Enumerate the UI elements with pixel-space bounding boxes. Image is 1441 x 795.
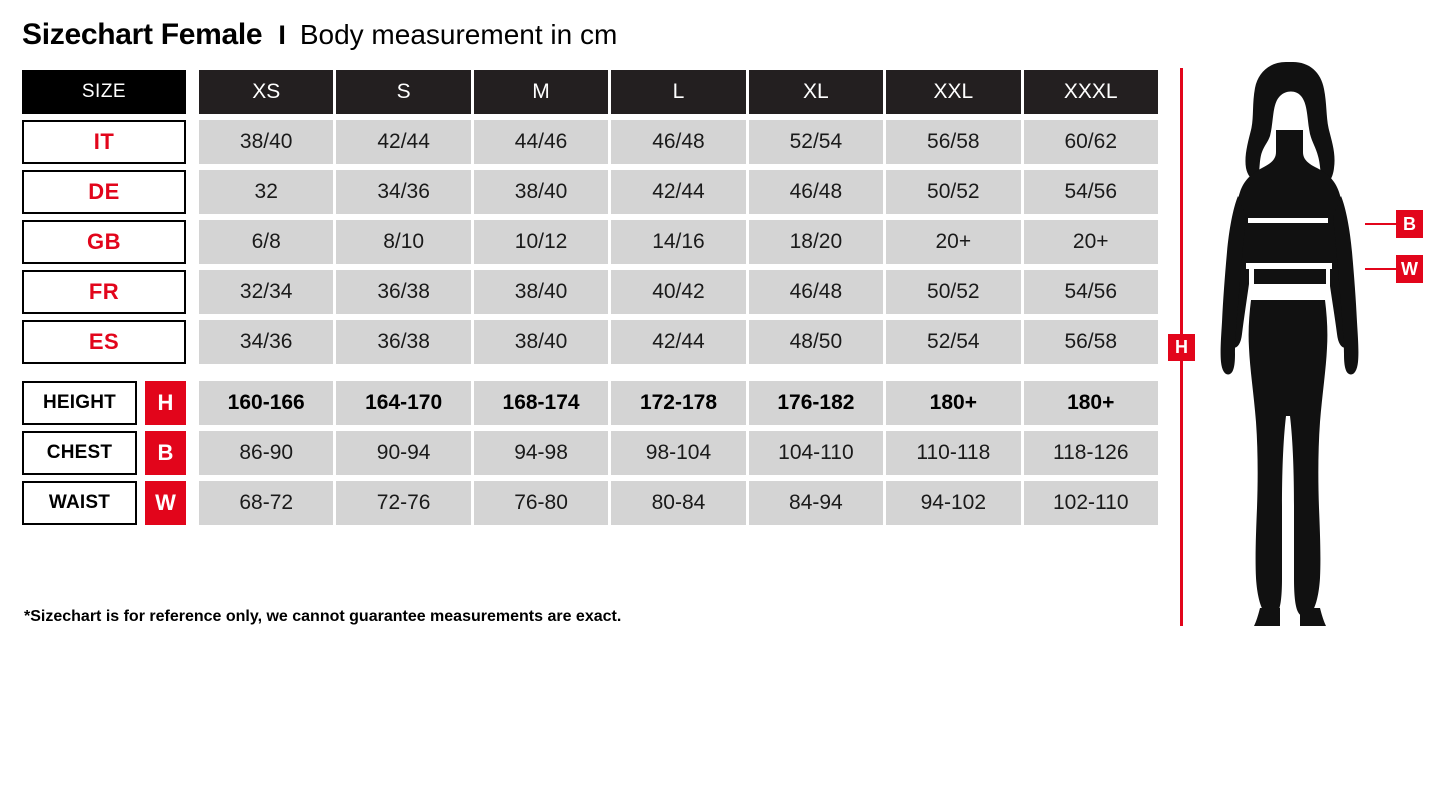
row-label-height: HEIGHT bbox=[22, 381, 137, 425]
row-label-chest: CHEST bbox=[22, 431, 137, 475]
size-header-m: M bbox=[474, 70, 608, 114]
table-row bbox=[22, 220, 1158, 264]
chest-tag: B bbox=[145, 431, 186, 475]
cell-fr-s: 36/38 bbox=[336, 270, 470, 314]
row-label-de: DE bbox=[22, 170, 186, 214]
cell-gb-m: 10/12 bbox=[474, 220, 608, 264]
cell-height-m: 168-174 bbox=[474, 381, 608, 425]
body-figure-illustration bbox=[1160, 60, 1435, 640]
cell-fr-xl: 46/48 bbox=[749, 270, 883, 314]
cell-chest-xxl: 110-118 bbox=[886, 431, 1020, 475]
cell-gb-xxl: 20+ bbox=[886, 220, 1020, 264]
cell-height-s: 164-170 bbox=[336, 381, 470, 425]
cell-gb-xxxl: 20+ bbox=[1024, 220, 1158, 264]
cell-height-l: 172-178 bbox=[611, 381, 745, 425]
row-values-waist bbox=[199, 481, 1158, 525]
row-values-it bbox=[199, 120, 1158, 164]
waist-tag: W bbox=[145, 481, 186, 525]
cell-it-s: 42/44 bbox=[336, 120, 470, 164]
cell-gb-xl: 18/20 bbox=[749, 220, 883, 264]
cell-fr-xs: 32/34 bbox=[199, 270, 333, 314]
cell-de-xl: 46/48 bbox=[749, 170, 883, 214]
cell-it-xs: 38/40 bbox=[199, 120, 333, 164]
column-spacer bbox=[186, 270, 199, 314]
cell-waist-xxl: 94-102 bbox=[886, 481, 1020, 525]
cell-waist-m: 76-80 bbox=[474, 481, 608, 525]
row-values-gb bbox=[199, 220, 1158, 264]
cell-fr-m: 38/40 bbox=[474, 270, 608, 314]
row-label-it: IT bbox=[22, 120, 186, 164]
row-label-fr: FR bbox=[22, 270, 186, 314]
size-header-xxl: XXL bbox=[886, 70, 1020, 114]
table-row bbox=[22, 320, 1158, 364]
cell-height-xxxl: 180+ bbox=[1024, 381, 1158, 425]
cell-es-xs: 34/36 bbox=[199, 320, 333, 364]
chest-leader-line bbox=[1365, 223, 1397, 225]
cell-waist-xxxl: 102-110 bbox=[1024, 481, 1158, 525]
cell-es-l: 42/44 bbox=[611, 320, 745, 364]
row-values-de bbox=[199, 170, 1158, 214]
waist-leader-line bbox=[1365, 268, 1397, 270]
table-row bbox=[22, 431, 1158, 475]
sizechart-table bbox=[22, 70, 1158, 531]
size-header-xxxl: XXXL bbox=[1024, 70, 1158, 114]
title-separator: I bbox=[278, 20, 286, 50]
column-spacer bbox=[186, 120, 199, 164]
row-label-waist: WAIST bbox=[22, 481, 137, 525]
cell-es-m: 38/40 bbox=[474, 320, 608, 364]
cell-gb-s: 8/10 bbox=[336, 220, 470, 264]
cell-waist-l: 80-84 bbox=[611, 481, 745, 525]
cell-it-m: 44/46 bbox=[474, 120, 608, 164]
cell-de-xxxl: 54/56 bbox=[1024, 170, 1158, 214]
page-title-main: Sizechart Female bbox=[22, 18, 263, 51]
row-values-es bbox=[199, 320, 1158, 364]
cell-it-xl: 52/54 bbox=[749, 120, 883, 164]
female-silhouette-icon bbox=[1208, 60, 1368, 630]
table-row bbox=[22, 481, 1158, 525]
cell-height-xs: 160-166 bbox=[199, 381, 333, 425]
column-spacer bbox=[186, 70, 199, 114]
size-header-s: S bbox=[336, 70, 470, 114]
size-header-xs: XS bbox=[199, 70, 333, 114]
page-title-subtitle: Body measurement in cm bbox=[299, 19, 618, 50]
size-header-xl: XL bbox=[749, 70, 883, 114]
waist-marker-tag: W bbox=[1396, 255, 1423, 283]
size-header-cells bbox=[199, 70, 1158, 114]
cell-height-xl: 176-182 bbox=[749, 381, 883, 425]
size-label-cell: SIZE bbox=[22, 70, 186, 114]
row-values-fr bbox=[199, 270, 1158, 314]
cell-chest-xs: 86-90 bbox=[199, 431, 333, 475]
column-spacer bbox=[186, 381, 199, 425]
cell-es-xxxl: 56/58 bbox=[1024, 320, 1158, 364]
cell-fr-xxxl: 54/56 bbox=[1024, 270, 1158, 314]
cell-it-xxl: 56/58 bbox=[886, 120, 1020, 164]
row-label-gb: GB bbox=[22, 220, 186, 264]
cell-es-xxl: 52/54 bbox=[886, 320, 1020, 364]
row-values-height bbox=[199, 381, 1158, 425]
column-spacer bbox=[186, 481, 199, 525]
table-row bbox=[22, 270, 1158, 314]
cell-waist-s: 72-76 bbox=[336, 481, 470, 525]
column-spacer bbox=[186, 220, 199, 264]
cell-es-xl: 48/50 bbox=[749, 320, 883, 364]
cell-fr-xxl: 50/52 bbox=[886, 270, 1020, 314]
height-tag: H bbox=[145, 381, 186, 425]
cell-waist-xl: 84-94 bbox=[749, 481, 883, 525]
column-spacer bbox=[186, 431, 199, 475]
chest-marker-tag: B bbox=[1396, 210, 1423, 238]
cell-it-xxxl: 60/62 bbox=[1024, 120, 1158, 164]
page-title bbox=[22, 18, 617, 52]
cell-de-xs: 32 bbox=[199, 170, 333, 214]
cell-de-xxl: 50/52 bbox=[886, 170, 1020, 214]
row-label-es: ES bbox=[22, 320, 186, 364]
footnote-text: *Sizechart is for reference only, we cannot guarantee measurements are exact. bbox=[24, 608, 622, 625]
cell-it-l: 46/48 bbox=[611, 120, 745, 164]
cell-chest-s: 90-94 bbox=[336, 431, 470, 475]
cell-chest-xxxl: 118-126 bbox=[1024, 431, 1158, 475]
cell-de-l: 42/44 bbox=[611, 170, 745, 214]
cell-de-s: 34/36 bbox=[336, 170, 470, 214]
cell-height-xxl: 180+ bbox=[886, 381, 1020, 425]
cell-chest-l: 98-104 bbox=[611, 431, 745, 475]
table-row bbox=[22, 170, 1158, 214]
table-row bbox=[22, 381, 1158, 425]
cell-gb-l: 14/16 bbox=[611, 220, 745, 264]
cell-gb-xs: 6/8 bbox=[199, 220, 333, 264]
cell-de-m: 38/40 bbox=[474, 170, 608, 214]
height-marker-tag: H bbox=[1168, 334, 1195, 361]
cell-chest-xl: 104-110 bbox=[749, 431, 883, 475]
cell-waist-xs: 68-72 bbox=[199, 481, 333, 525]
column-spacer bbox=[186, 320, 199, 364]
cell-fr-l: 40/42 bbox=[611, 270, 745, 314]
size-header-l: L bbox=[611, 70, 745, 114]
table-row bbox=[22, 120, 1158, 164]
table-header-row bbox=[22, 70, 1158, 114]
column-spacer bbox=[186, 170, 199, 214]
cell-es-s: 36/38 bbox=[336, 320, 470, 364]
cell-chest-m: 94-98 bbox=[474, 431, 608, 475]
row-values-chest bbox=[199, 431, 1158, 475]
